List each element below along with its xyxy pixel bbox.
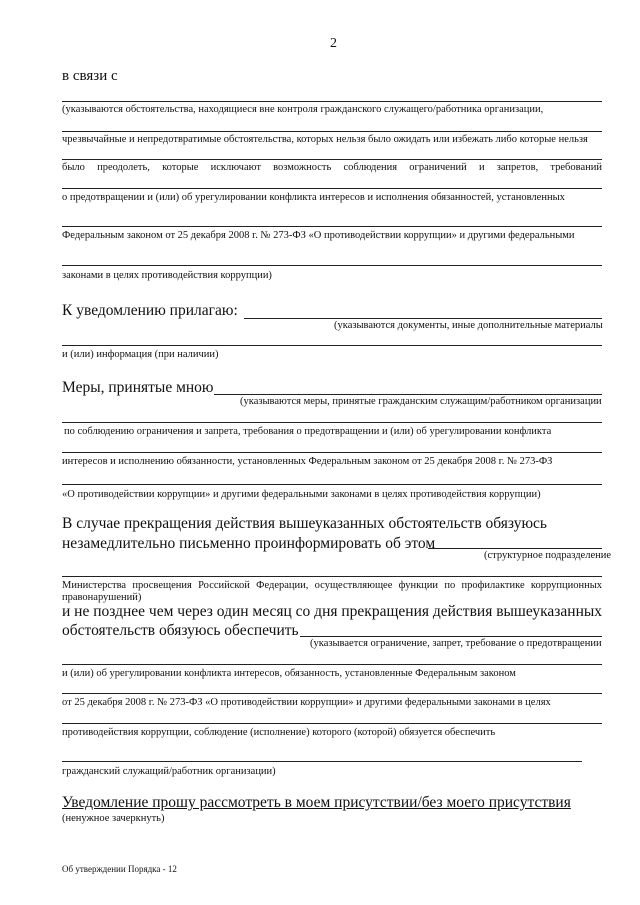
footer-text: Об утверждении Порядка - 12 — [62, 864, 177, 874]
hint-attachments-1: (указываются документы, иные дополнительные материалы — [334, 320, 603, 331]
fill-line — [62, 664, 602, 665]
hint-circumstances-6: законами в целях противодействия коррупции) — [62, 270, 272, 281]
fill-line — [62, 131, 602, 132]
fill-line — [62, 484, 602, 485]
fill-line — [214, 394, 602, 395]
presence-request: Уведомление прошу рассмотреть в моем присутствии/без моего присутствия — [62, 794, 571, 811]
lead-in-connection-with: в связи с — [62, 68, 118, 84]
hint-circumstances-1: (указываются обстоятельства, находящиеся вне контроля гражданского служащего/работника организации, — [62, 104, 544, 115]
obligation-inform-line-1: В случае прекращения действия вышеуказанных обстоятельств обязуюсь — [62, 515, 547, 532]
hint-department-2: Министерства просвещения Российской Федерации, осуществляющее функции по профилактике коррупционных — [62, 580, 602, 591]
hint-department-3: правонарушений) — [62, 592, 142, 603]
hint-circumstances-4: о предотвращении и (или) об урегулировании конфликта интересов и исполнения обязанностей, установленных — [62, 192, 565, 203]
hint-circumstances-3: было преодолеть, которые исключают возможность соблюдения ограничений и запретов, требований — [62, 162, 602, 173]
hint-restriction-2: и (или) об урегулировании конфликта интересов, обязанность, установленные Федеральным законом — [62, 668, 516, 679]
hint-circumstances-2: чрезвычайные и непредотвратимые обстоятельства, которых нельзя было ожидать или избежать либо которые нельзя — [62, 134, 588, 145]
hint-measures-1: (указываются меры, принятые гражданским служащим/работником организации — [240, 396, 602, 407]
fill-line — [300, 636, 602, 637]
hint-measures-3: интересов и исполнению обязанности, установленных Федеральным законом от 25 декабря 2008 г. № 273-ФЗ — [62, 456, 553, 467]
fill-line — [62, 723, 602, 724]
fill-line — [62, 452, 602, 453]
fill-line — [62, 226, 602, 227]
fill-line — [62, 576, 602, 577]
fill-line — [62, 265, 602, 266]
fill-line — [62, 101, 602, 102]
lead-measures: Меры, принятые мною — [62, 379, 214, 396]
hint-circumstances-5: Федеральным законом от 25 декабря 2008 г. № 273-ФЗ «О противодействии коррупции» и другими федеральными — [62, 230, 575, 241]
obligation-ensure-line-2: обстоятельств обязуюсь обеспечить — [62, 622, 299, 639]
fill-line — [62, 345, 602, 346]
obligation-ensure-line-1: и не позднее чем через один месяц со дня прекращения действия вышеуказанных — [62, 603, 603, 620]
lead-attachments: К уведомлению прилагаю: — [62, 302, 238, 319]
fill-line — [62, 761, 582, 762]
hint-attachments-2: и (или) информация (при наличии) — [62, 349, 219, 360]
hint-measures-2: по соблюдению ограничения и запрета, требования о предотвращении и (или) об урегулировании конфликта — [64, 426, 552, 437]
hint-measures-4: «О противодействии коррупции» и другими федеральными законами в целях противодействия коррупции) — [62, 489, 541, 500]
obligation-inform-line-2: незамедлительно письменно проинформировать об этом — [62, 535, 436, 552]
hint-restriction-4: противодействия коррупции, соблюдение (исполнение) которого (которой) обязуется обеспечить — [62, 727, 496, 738]
fill-line — [62, 693, 602, 694]
fill-line — [62, 188, 602, 189]
hint-restriction-1: (указывается ограничение, запрет, требование о предотвращении — [310, 638, 602, 649]
fill-line — [428, 548, 602, 549]
fill-line — [62, 422, 602, 423]
hint-restriction-5: гражданский служащий/работник организации) — [62, 766, 276, 777]
fill-line — [244, 318, 602, 319]
page-number: 2 — [330, 36, 337, 51]
hint-department-1: (структурное подразделение — [484, 550, 612, 561]
strike-through-note: (ненужное зачеркнуть) — [62, 813, 165, 824]
hint-restriction-3: от 25 декабря 2008 г. № 273-ФЗ «О противодействии коррупции» и другими федеральными законами в целях — [62, 697, 551, 708]
fill-line — [62, 159, 602, 160]
